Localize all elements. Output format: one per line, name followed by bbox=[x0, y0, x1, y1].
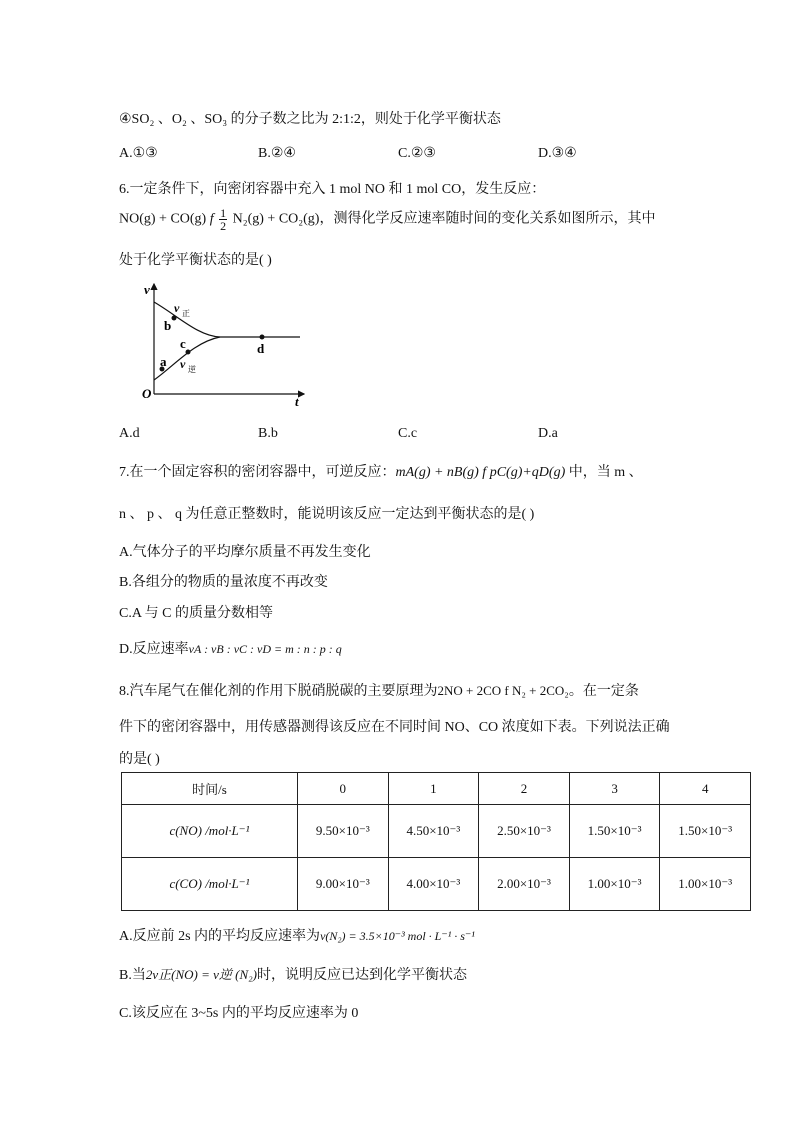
q8-option-c[interactable]: C.该反应在 3~5s 内的平均反应速率为 0 bbox=[119, 1006, 359, 1021]
q8-option-b[interactable] bbox=[119, 964, 467, 984]
q7-option-c[interactable]: C.A 与 C 的质量分数相等 bbox=[119, 606, 274, 621]
q8-stem-line1 bbox=[119, 680, 639, 700]
graph-label-b: b bbox=[164, 318, 172, 333]
graph-point-c bbox=[186, 350, 191, 355]
table-row bbox=[122, 805, 751, 858]
graph-y-label: v bbox=[144, 282, 150, 297]
q8-option-a-eq: v(N₂) = 3.5×10⁻³ mol · L⁻¹ · s⁻¹ bbox=[320, 929, 475, 943]
q8-stem-line2: 件下的密闭容器中，用传感器测得该反应在不同时间 NO、CO 浓度如下表。下列说法正确 bbox=[119, 720, 670, 735]
q5-option-d[interactable]: D.③④ bbox=[538, 146, 577, 161]
table-header-cell: 2 bbox=[479, 773, 570, 805]
table-cell: 4.00×10⁻³ bbox=[388, 858, 479, 911]
q8-equation: 2NO + 2CO f N₂ + 2CO₂ bbox=[437, 683, 569, 698]
graph-v-forward-sub: 正 bbox=[182, 309, 190, 318]
graph-v-reverse-label: v bbox=[180, 357, 186, 371]
q6-rate-graph bbox=[138, 280, 308, 410]
q6-frac-num: 1 bbox=[220, 206, 227, 220]
q5-option-a[interactable]: A.①③ bbox=[119, 146, 158, 161]
table-row bbox=[122, 858, 751, 911]
table-cell: 1.50×10⁻³ bbox=[660, 805, 751, 858]
q6-stem-tail: ，测得化学反应速率随时间的变化关系如图所示，其中 bbox=[319, 211, 656, 227]
q8-concentration-table bbox=[121, 772, 751, 911]
q6-stem: 6.一定条件下，向密闭容器中充入 1 mol NO 和 1 mol CO，发生反应： bbox=[119, 182, 546, 197]
q5-option-b[interactable]: B.②④ bbox=[258, 146, 296, 161]
q8-option-a-prefix: A.反应前 2s 内的平均反应速率为 bbox=[119, 929, 321, 944]
graph-point-b bbox=[172, 316, 177, 321]
table-cell: 4.50×10⁻³ bbox=[388, 805, 479, 858]
graph-origin-label: O bbox=[142, 386, 152, 401]
q8-option-b-eq: 2v正(NO) = v逆 (N₂) bbox=[145, 967, 257, 982]
q8-stem-prefix: 8.汽车尾气在催化剂的作用下脱硝脱碳的主要原理为 bbox=[119, 684, 438, 699]
q7-option-a[interactable]: A.气体分子的平均摩尔质量不再发生变化 bbox=[119, 545, 371, 560]
graph-v-reverse-sub: 逆 bbox=[188, 365, 196, 374]
table-header-cell: 0 bbox=[298, 773, 389, 805]
table-header-row bbox=[122, 773, 751, 805]
q6-option-d[interactable]: D.a bbox=[538, 426, 558, 441]
q7-stem-line1 bbox=[119, 461, 643, 481]
q6-equation-line bbox=[119, 207, 655, 232]
table-cell: 2.50×10⁻³ bbox=[479, 805, 570, 858]
q6-option-c[interactable]: C.c bbox=[398, 426, 418, 441]
graph-x-label: t bbox=[295, 394, 299, 409]
q5-option-c[interactable]: C.②③ bbox=[398, 146, 436, 161]
q6-frac-den: 2 bbox=[220, 219, 227, 233]
q6-eq-right: N₂(g) + CO₂(g) bbox=[232, 211, 320, 227]
table-header-cell: 3 bbox=[569, 773, 660, 805]
table-header-cell: 4 bbox=[660, 773, 751, 805]
graph-label-c: c bbox=[180, 336, 186, 351]
q8-stem-suffix: 。在一定条 bbox=[568, 684, 639, 699]
q7-option-b[interactable]: B.各组分的物质的量浓度不再改变 bbox=[119, 575, 328, 590]
q7-option-d-eq: vA : vB : vC : vD = m : n : p : q bbox=[188, 642, 342, 656]
table-cell: 1.00×10⁻³ bbox=[660, 858, 751, 911]
q7-stem-line2: n 、 p 、 q 为任意正整数时，能说明该反应一定达到平衡状态的是( ) bbox=[119, 507, 535, 522]
table-cell: 2.00×10⁻³ bbox=[479, 858, 570, 911]
q7-stem-suffix: 中，当 m 、 bbox=[565, 465, 643, 480]
q6-eq-fraction bbox=[219, 207, 227, 232]
q6-option-a[interactable]: A.d bbox=[119, 426, 140, 441]
q6-option-b[interactable]: B.b bbox=[258, 426, 278, 441]
q7-option-d[interactable] bbox=[119, 638, 342, 658]
q8-option-a[interactable] bbox=[119, 925, 475, 945]
q7-equation: mA(g) + nB(g) f pC(g)+qD(g) bbox=[395, 465, 566, 480]
q6-eq-arrow: f bbox=[209, 211, 214, 227]
q7-option-d-prefix: D.反应速率 bbox=[119, 642, 189, 657]
table-header-cell: 1 bbox=[388, 773, 479, 805]
graph-label-d: d bbox=[257, 341, 265, 356]
q7-stem-prefix: 7.在一个固定容积的密闭容器中，可逆反应： bbox=[119, 465, 396, 480]
q8-option-b-suffix: 时，说明反应已达到化学平衡状态 bbox=[256, 968, 467, 983]
q8-option-b-prefix: B.当 bbox=[119, 968, 146, 983]
graph-label-a: a bbox=[160, 354, 167, 369]
table-row-label: c(NO) /mol·L⁻¹ bbox=[122, 805, 298, 858]
q5-item4: ④SO₂ 、O₂ 、SO₃ 的分子数之比为 2:1:2，则处于化学平衡状态 bbox=[119, 112, 501, 127]
table-cell: 9.00×10⁻³ bbox=[298, 858, 389, 911]
q6-eq-left: NO(g) + CO(g) bbox=[119, 211, 207, 227]
graph-point-d bbox=[260, 335, 265, 340]
table-cell: 9.50×10⁻³ bbox=[298, 805, 389, 858]
q8-stem-line3: 的是( ) bbox=[119, 752, 160, 767]
table-row-label: c(CO) /mol·L⁻¹ bbox=[122, 858, 298, 911]
graph-v-forward-label: v bbox=[174, 301, 180, 315]
table-header-cell: 时间/s bbox=[122, 773, 298, 805]
q6-stem-question: 处于化学平衡状态的是( ) bbox=[119, 253, 272, 268]
table-cell: 1.00×10⁻³ bbox=[569, 858, 660, 911]
table-cell: 1.50×10⁻³ bbox=[569, 805, 660, 858]
